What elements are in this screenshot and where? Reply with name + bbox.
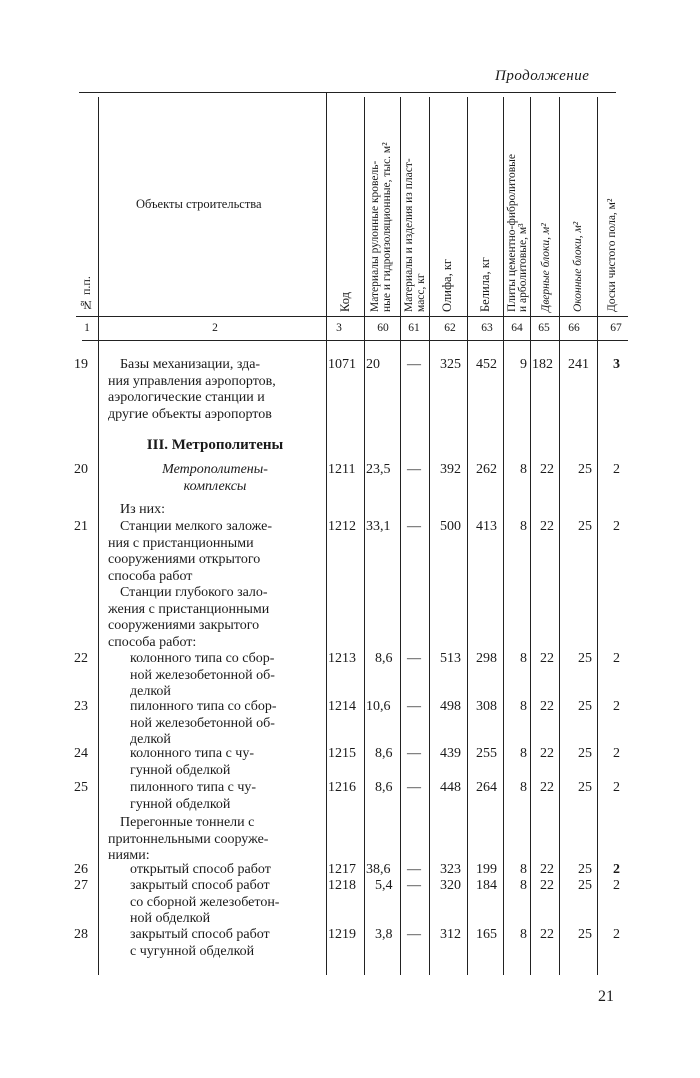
row-text: пилонного типа со сбор- ной железобетонной об- делкой (130, 699, 277, 747)
header-c64: Плиты цементно-фибролитовые и арболитовые, м³ (506, 154, 529, 312)
row-text: пилонного типа с чу- гунной обделкой (130, 780, 257, 812)
col-divider-4 (400, 97, 401, 975)
colnum-64: 64 (511, 322, 523, 334)
colnum-66: 66 (568, 322, 580, 334)
colnum-61: 61 (408, 322, 420, 334)
subheading-of-them: Из них: (120, 502, 166, 517)
row-text: Станции мелкого заложе- ния с пристанционными сооружениями открытого способа работ (108, 519, 273, 584)
col-divider-7 (503, 97, 504, 975)
colnum-62: 62 (444, 322, 456, 334)
row-text: Метрополитены- комплексы (162, 462, 268, 494)
header-c67: Доски чистого пола, м² (606, 198, 618, 312)
subheading-tunnels: Перегонные тоннели с притоннельными сооруже- ниями: (108, 815, 269, 863)
row-text: открытый способ работ (130, 862, 271, 877)
colnum-2: 2 (212, 322, 218, 334)
header-num: № п.п. (79, 276, 93, 312)
colnum-1: 1 (84, 322, 90, 334)
row-text: закрытый способ работ со сборной железобетон- ной обделкой (130, 878, 280, 926)
row-text: Базы механизации, зда- ния управления аэропортов, аэрологические станции и другие объекты аэропортов (108, 357, 276, 422)
header-c62: Олифа, кг (440, 258, 454, 312)
col-divider-3 (364, 97, 365, 975)
table-top-rule (79, 92, 616, 93)
page-number: 21 (598, 988, 614, 1005)
row-text: колонного типа с чу- гунной обделкой (130, 746, 255, 778)
header-c63: Белила, кг (478, 257, 492, 312)
colnum-67: 67 (610, 322, 622, 334)
header-c65: Дверные блоки, м² (540, 223, 552, 312)
header-code: Код (338, 292, 352, 312)
header-objects: Объекты строительства (136, 197, 262, 211)
colnum-3: 3 (336, 322, 342, 334)
continuation-label: Продолжение (495, 68, 590, 84)
col-divider-10 (597, 97, 598, 975)
header-c60: Материалы рулонные кровель- ные и гидроизоляционные, тыс. м² (369, 142, 393, 312)
header-c66: Оконные блоки, м² (572, 221, 584, 312)
col-divider-1 (98, 97, 99, 975)
col-divider-2 (326, 92, 327, 975)
row-text: колонного типа со сбор- ной железобетонной об- делкой (130, 651, 275, 699)
row-text: закрытый способ работ с чугунной обделкой (130, 927, 270, 959)
col-divider-5 (429, 97, 430, 975)
col-divider-9 (559, 97, 560, 975)
colnum-60: 60 (377, 322, 389, 334)
colnum-65: 65 (538, 322, 550, 334)
section-title: III. Метрополитены (146, 437, 284, 453)
subheading-deep-stations: Станции глубокого зало- жения с пристанционными сооружениями закрытого способа работ: (108, 585, 270, 650)
colnum-63: 63 (481, 322, 493, 334)
col-divider-8 (530, 97, 531, 975)
col-divider-6 (467, 97, 468, 975)
header-bottom-rule (76, 316, 628, 317)
column-numbers-rule (82, 340, 628, 341)
header-c61: Материалы и изделия из пласт- масс, кг (403, 158, 427, 312)
